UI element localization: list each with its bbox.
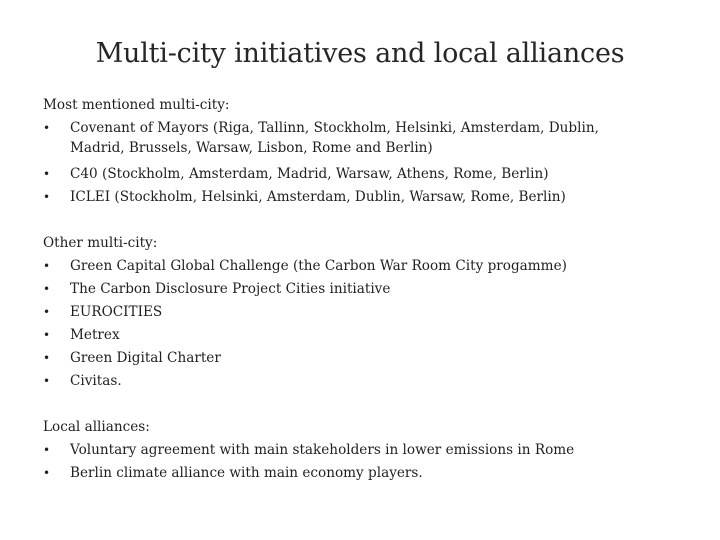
list-item-text: C40 (Stockholm, Amsterdam, Madrid, Warsaw, Athens, Rome, Berlin) bbox=[70, 166, 549, 182]
bullet-icon: • bbox=[43, 351, 51, 365]
list-item-line: Covenant of Mayors (Riga, Tallinn, Stockholm, Helsinki, Amsterdam, Dublin, bbox=[70, 120, 599, 136]
bullet-icon: • bbox=[43, 374, 51, 388]
bullet-icon: • bbox=[43, 328, 51, 342]
section-spacer bbox=[43, 209, 693, 232]
section-spacer bbox=[43, 393, 693, 416]
bullet-icon: • bbox=[43, 167, 51, 181]
list-item-text: The Carbon Disclosure Project Cities initiative bbox=[70, 281, 391, 297]
bullet-icon: • bbox=[43, 190, 51, 204]
list-item-text: Civitas. bbox=[70, 373, 122, 389]
list-item-text: Berlin climate alliance with main economy players. bbox=[70, 465, 423, 481]
bullet-icon: • bbox=[43, 466, 51, 480]
list-item bbox=[43, 347, 693, 370]
list-item bbox=[43, 255, 693, 278]
bullet-icon: • bbox=[43, 282, 51, 296]
section-local-alliances bbox=[43, 416, 693, 485]
list-item-text: Green Capital Global Challenge (the Carbon War Room City progamme) bbox=[70, 258, 567, 274]
bullet-list bbox=[43, 439, 693, 485]
list-item bbox=[43, 117, 693, 160]
list-item bbox=[43, 163, 693, 186]
list-item bbox=[43, 324, 693, 347]
bullet-list bbox=[43, 117, 693, 209]
section-other bbox=[43, 232, 693, 393]
list-item-text: Voluntary agreement with main stakeholders in lower emissions in Rome bbox=[70, 442, 575, 458]
section-heading: Local alliances: bbox=[43, 419, 150, 435]
list-item bbox=[43, 301, 693, 324]
list-item bbox=[43, 462, 693, 485]
slide-content bbox=[43, 94, 693, 485]
section-most-mentioned bbox=[43, 94, 693, 209]
list-item bbox=[43, 439, 693, 462]
bullet-icon: • bbox=[43, 259, 51, 273]
section-heading: Most mentioned multi-city: bbox=[43, 97, 230, 113]
list-item-text: Green Digital Charter bbox=[70, 350, 221, 366]
slide-title: Multi-city initiatives and local alliances bbox=[95, 38, 625, 69]
bullet-icon: • bbox=[43, 305, 51, 319]
list-item bbox=[43, 186, 693, 209]
list-item bbox=[43, 278, 693, 301]
list-item-text: ICLEI (Stockholm, Helsinki, Amsterdam, Dublin, Warsaw, Rome, Berlin) bbox=[70, 189, 566, 205]
bullet-icon: • bbox=[43, 121, 51, 135]
list-item-line: Madrid, Brussels, Warsaw, Lisbon, Rome and Berlin) bbox=[70, 140, 433, 156]
bullet-list bbox=[43, 255, 693, 393]
list-item bbox=[43, 370, 693, 393]
list-item-text: Metrex bbox=[70, 327, 120, 343]
bullet-icon: • bbox=[43, 443, 51, 457]
list-item-text bbox=[70, 117, 693, 160]
list-item-text: EUROCITIES bbox=[70, 304, 163, 320]
section-heading: Other multi-city: bbox=[43, 235, 158, 251]
